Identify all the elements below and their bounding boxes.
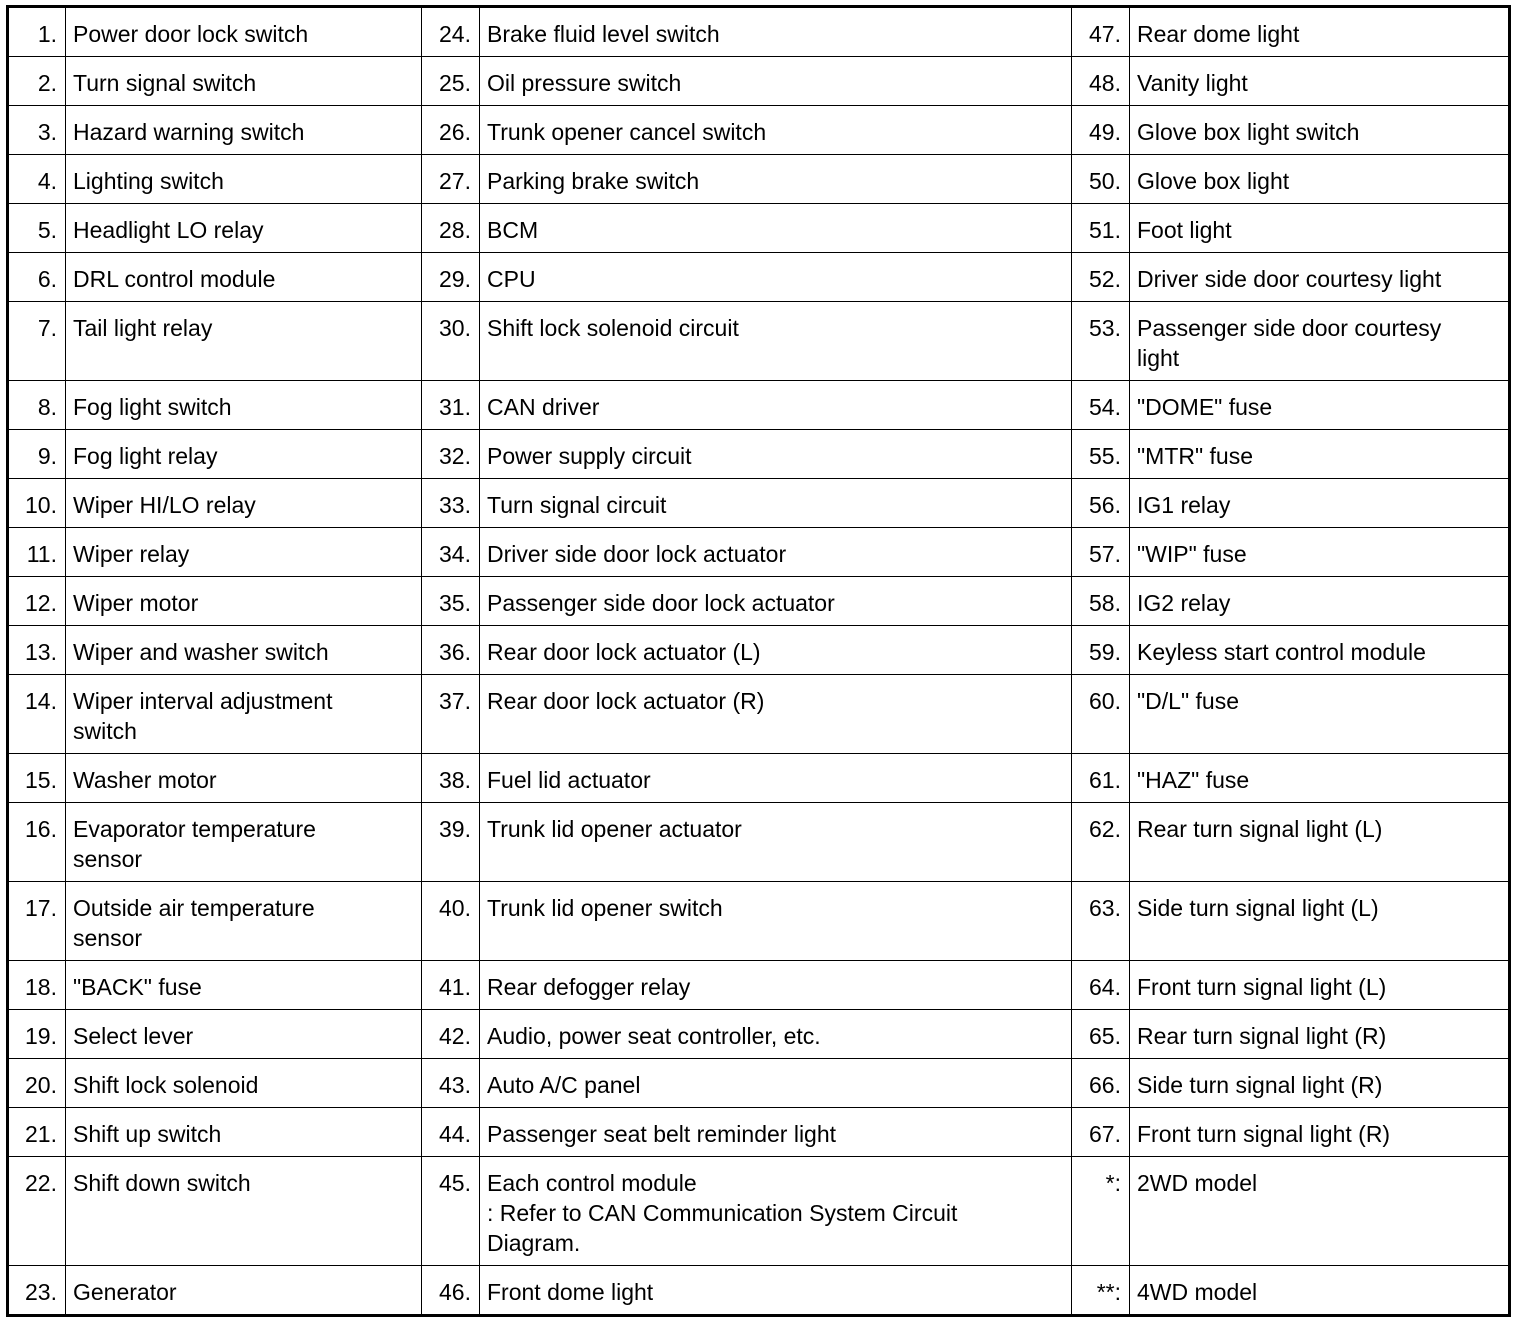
item-number: 20. xyxy=(8,1059,66,1108)
item-number: 18. xyxy=(8,961,66,1010)
table-row xyxy=(8,381,1510,430)
table-row xyxy=(8,1059,1510,1108)
item-label: Front turn signal light (R) xyxy=(1130,1108,1510,1157)
item-label: Wiper relay xyxy=(66,528,422,577)
table-row xyxy=(8,1266,1510,1316)
item-label: Headlight LO relay xyxy=(66,204,422,253)
item-label: Trunk lid opener actuator xyxy=(480,803,1072,882)
item-number: 63. xyxy=(1072,882,1130,961)
item-number: 58. xyxy=(1072,577,1130,626)
item-label: Rear turn signal light (L) xyxy=(1130,803,1510,882)
table-row xyxy=(8,204,1510,253)
item-number: 37. xyxy=(422,675,480,754)
item-number: 24. xyxy=(422,7,480,57)
component-legend-table xyxy=(6,5,1511,1317)
item-label: Parking brake switch xyxy=(480,155,1072,204)
item-number: 49. xyxy=(1072,106,1130,155)
item-label: Rear door lock actuator (L) xyxy=(480,626,1072,675)
item-number: 45. xyxy=(422,1157,480,1266)
table-row xyxy=(8,430,1510,479)
item-number: 5. xyxy=(8,204,66,253)
item-number: 22. xyxy=(8,1157,66,1266)
item-label: Wiper and washer switch xyxy=(66,626,422,675)
item-number: 23. xyxy=(8,1266,66,1316)
item-label: Power supply circuit xyxy=(480,430,1072,479)
item-label: Oil pressure switch xyxy=(480,57,1072,106)
table-row xyxy=(8,528,1510,577)
item-label: Trunk opener cancel switch xyxy=(480,106,1072,155)
item-number: 60. xyxy=(1072,675,1130,754)
table-row xyxy=(8,754,1510,803)
item-number: 3. xyxy=(8,106,66,155)
item-number: 65. xyxy=(1072,1010,1130,1059)
item-number: 46. xyxy=(422,1266,480,1316)
item-label: Vanity light xyxy=(1130,57,1510,106)
item-number: 17. xyxy=(8,882,66,961)
item-number: 36. xyxy=(422,626,480,675)
item-number: 16. xyxy=(8,803,66,882)
item-label: Shift up switch xyxy=(66,1108,422,1157)
item-number: 59. xyxy=(1072,626,1130,675)
item-label: Generator xyxy=(66,1266,422,1316)
item-label: Glove box light xyxy=(1130,155,1510,204)
item-number: 47. xyxy=(1072,7,1130,57)
item-number: 6. xyxy=(8,253,66,302)
item-label: Wiper motor xyxy=(66,577,422,626)
item-label: Glove box light switch xyxy=(1130,106,1510,155)
item-label: "DOME" fuse xyxy=(1130,381,1510,430)
item-number: 15. xyxy=(8,754,66,803)
item-number: 54. xyxy=(1072,381,1130,430)
item-label: "BACK" fuse xyxy=(66,961,422,1010)
item-number: 56. xyxy=(1072,479,1130,528)
item-number: 8. xyxy=(8,381,66,430)
item-number: 57. xyxy=(1072,528,1130,577)
item-number: 28. xyxy=(422,204,480,253)
item-label: Side turn signal light (R) xyxy=(1130,1059,1510,1108)
item-label: DRL control module xyxy=(66,253,422,302)
item-label: Audio, power seat controller, etc. xyxy=(480,1010,1072,1059)
footnote-label: 4WD model xyxy=(1130,1266,1510,1316)
item-label: Passenger seat belt reminder light xyxy=(480,1108,1072,1157)
item-number: 26. xyxy=(422,106,480,155)
item-label: Rear dome light xyxy=(1130,7,1510,57)
item-label: Lighting switch xyxy=(66,155,422,204)
item-number: 19. xyxy=(8,1010,66,1059)
item-number: 21. xyxy=(8,1108,66,1157)
item-number: 51. xyxy=(1072,204,1130,253)
item-label: Brake fluid level switch xyxy=(480,7,1072,57)
item-number: 44. xyxy=(422,1108,480,1157)
item-label: Trunk lid opener switch xyxy=(480,882,1072,961)
footnote-symbol: *: xyxy=(1072,1157,1130,1266)
item-label: Power door lock switch xyxy=(66,7,422,57)
item-label: Front dome light xyxy=(480,1266,1072,1316)
item-label: Front turn signal light (L) xyxy=(1130,961,1510,1010)
item-number: 39. xyxy=(422,803,480,882)
table-row xyxy=(8,1010,1510,1059)
item-label: Rear defogger relay xyxy=(480,961,1072,1010)
item-number: 40. xyxy=(422,882,480,961)
item-label: Turn signal circuit xyxy=(480,479,1072,528)
item-label: IG2 relay xyxy=(1130,577,1510,626)
item-number: 11. xyxy=(8,528,66,577)
item-number: 34. xyxy=(422,528,480,577)
table-row xyxy=(8,7,1510,57)
item-number: 7. xyxy=(8,302,66,381)
table-row xyxy=(8,479,1510,528)
item-label: Washer motor xyxy=(66,754,422,803)
item-label: Foot light xyxy=(1130,204,1510,253)
table-row xyxy=(8,675,1510,754)
item-number: 42. xyxy=(422,1010,480,1059)
item-label: Fog light switch xyxy=(66,381,422,430)
footnote-label: 2WD model xyxy=(1130,1157,1510,1266)
item-number: 55. xyxy=(1072,430,1130,479)
item-label: Each control module : Refer to CAN Communication System Circuit Diagram. xyxy=(480,1157,1072,1266)
item-label: CAN driver xyxy=(480,381,1072,430)
item-number: 43. xyxy=(422,1059,480,1108)
item-label: Rear turn signal light (R) xyxy=(1130,1010,1510,1059)
item-number: 25. xyxy=(422,57,480,106)
item-number: 66. xyxy=(1072,1059,1130,1108)
item-number: 50. xyxy=(1072,155,1130,204)
item-label: Rear door lock actuator (R) xyxy=(480,675,1072,754)
item-label: Evaporator temperature sensor xyxy=(66,803,422,882)
item-number: 29. xyxy=(422,253,480,302)
item-number: 52. xyxy=(1072,253,1130,302)
item-number: 67. xyxy=(1072,1108,1130,1157)
item-label: Outside air temperature sensor xyxy=(66,882,422,961)
item-label: Passenger side door lock actuator xyxy=(480,577,1072,626)
item-number: 13. xyxy=(8,626,66,675)
item-number: 31. xyxy=(422,381,480,430)
item-label: Driver side door courtesy light xyxy=(1130,253,1510,302)
table-row xyxy=(8,57,1510,106)
item-number: 62. xyxy=(1072,803,1130,882)
item-label: "WIP" fuse xyxy=(1130,528,1510,577)
item-label: Keyless start control module xyxy=(1130,626,1510,675)
item-label: "HAZ" fuse xyxy=(1130,754,1510,803)
table-row xyxy=(8,106,1510,155)
item-number: 38. xyxy=(422,754,480,803)
item-label: Fog light relay xyxy=(66,430,422,479)
item-number: 10. xyxy=(8,479,66,528)
item-number: 48. xyxy=(1072,57,1130,106)
item-number: 53. xyxy=(1072,302,1130,381)
item-label: CPU xyxy=(480,253,1072,302)
table-row xyxy=(8,1108,1510,1157)
item-label: Tail light relay xyxy=(66,302,422,381)
item-label: Passenger side door courtesy light xyxy=(1130,302,1510,381)
item-label: Select lever xyxy=(66,1010,422,1059)
item-number: 12. xyxy=(8,577,66,626)
item-label: Fuel lid actuator xyxy=(480,754,1072,803)
item-number: 4. xyxy=(8,155,66,204)
item-number: 30. xyxy=(422,302,480,381)
table-row xyxy=(8,302,1510,381)
item-number: 9. xyxy=(8,430,66,479)
table-row xyxy=(8,626,1510,675)
item-label: Hazard warning switch xyxy=(66,106,422,155)
item-label: Auto A/C panel xyxy=(480,1059,1072,1108)
item-label: BCM xyxy=(480,204,1072,253)
item-label: Shift down switch xyxy=(66,1157,422,1266)
table-row xyxy=(8,882,1510,961)
table-row xyxy=(8,253,1510,302)
item-label: "MTR" fuse xyxy=(1130,430,1510,479)
item-number: 32. xyxy=(422,430,480,479)
item-label: Side turn signal light (L) xyxy=(1130,882,1510,961)
item-number: 35. xyxy=(422,577,480,626)
item-number: 64. xyxy=(1072,961,1130,1010)
item-number: 33. xyxy=(422,479,480,528)
item-label: Shift lock solenoid circuit xyxy=(480,302,1072,381)
item-number: 41. xyxy=(422,961,480,1010)
table-row xyxy=(8,1157,1510,1266)
table-row xyxy=(8,803,1510,882)
item-label: Wiper HI/LO relay xyxy=(66,479,422,528)
item-label: Driver side door lock actuator xyxy=(480,528,1072,577)
table-row xyxy=(8,961,1510,1010)
item-label: IG1 relay xyxy=(1130,479,1510,528)
item-number: 27. xyxy=(422,155,480,204)
item-number: 1. xyxy=(8,7,66,57)
item-label: Wiper interval adjustment switch xyxy=(66,675,422,754)
table-row xyxy=(8,155,1510,204)
footnote-symbol: **: xyxy=(1072,1266,1130,1316)
table-row xyxy=(8,577,1510,626)
item-label: Turn signal switch xyxy=(66,57,422,106)
item-number: 14. xyxy=(8,675,66,754)
item-number: 2. xyxy=(8,57,66,106)
item-label: Shift lock solenoid xyxy=(66,1059,422,1108)
item-label: "D/L" fuse xyxy=(1130,675,1510,754)
item-number: 61. xyxy=(1072,754,1130,803)
